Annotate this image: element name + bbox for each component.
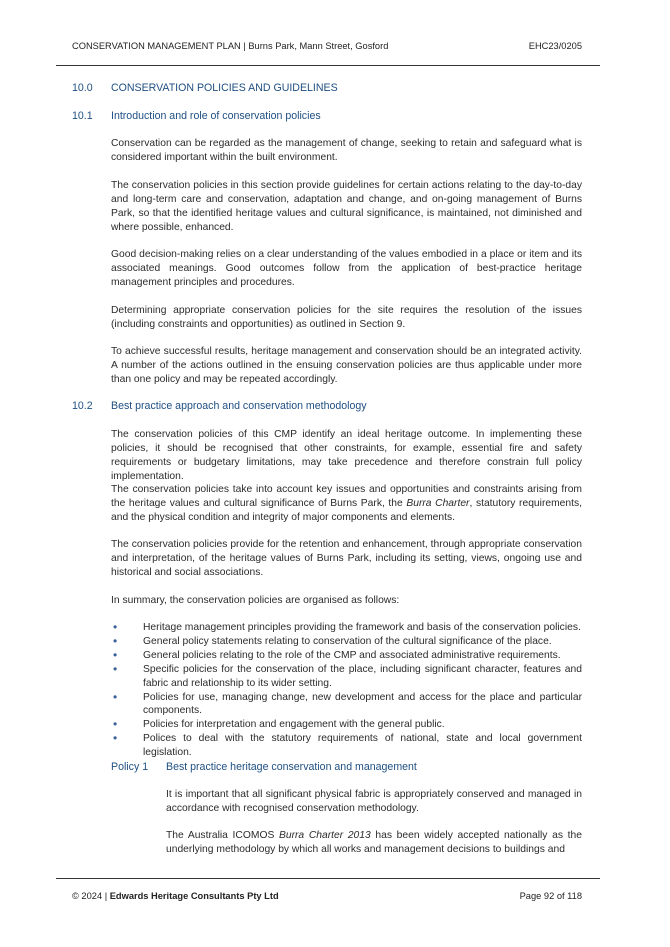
subsection-heading-10-2	[72, 400, 572, 414]
list-item: • Heritage management principles providing the framework and basis of the conservation policies.	[113, 620, 581, 634]
paragraph: The conservation policies take into account key issues and opportunities and constraints arising from the heritage values and cultural significance of Burns Park, the Burra Charter, statutory requirements, and the physical condition and integrity of major components and elements.	[111, 484, 582, 523]
paragraph: Good decision-making relies on a clear understanding of the values embodied in a place or item and its associated meanings. Good outcomes follow from the application of best-practice heritage management principles and procedures.	[111, 249, 582, 288]
bullet-icon: •	[113, 647, 118, 662]
header-document-title: CONSERVATION MANAGEMENT PLAN | Burns Park, Mann Street, Gosford	[72, 41, 389, 51]
section-title: CONSERVATION POLICIES AND GUIDELINES	[111, 82, 338, 94]
bullet-icon: •	[113, 620, 118, 634]
bullet-icon: •	[113, 717, 118, 732]
bullet-icon: •	[113, 731, 118, 746]
paragraph: Determining appropriate conservation policies for the site requires the resolution of the issues (including constraints and opportunities) as outlined in Section 9.	[111, 305, 582, 330]
list-item: • Specific policies for the conservation of the place, including significant character, features and fabric and relationship to its wider setting.	[113, 661, 582, 689]
list-item: • Policies for interpretation and engagement with the general public.	[113, 717, 445, 732]
section-heading	[72, 82, 572, 96]
subsection-number: 10.1	[72, 110, 93, 122]
paragraph: Conservation can be regarded as the management of change, seeking to retain and safeguard what is considered important within the built environment.	[111, 138, 582, 163]
section-number: 10.0	[72, 82, 93, 94]
subsection-title: Best practice approach and conservation methodology	[111, 400, 367, 412]
bullet-icon: •	[113, 689, 118, 704]
policy-summary-list	[111, 621, 582, 760]
policy-label: Policy 1	[111, 761, 149, 773]
policy-title: Best practice heritage conservation and management	[166, 761, 417, 773]
list-item: • General policies relating to the role of the CMP and associated administrative requirements.	[113, 647, 561, 662]
subsection-title: Introduction and role of conservation policies	[111, 110, 321, 122]
list-item: • General policy statements relating to conservation of the cultural significance of the place.	[113, 633, 552, 648]
list-item: • Policies for use, managing change, new development and access for the place and particular components.	[113, 689, 582, 717]
footer-company: Edwards Heritage Consultants Pty Ltd	[109, 891, 279, 901]
paragraph: To achieve successful results, heritage management and conservation should be an integrated activity. A number of the actions outlined in the ensuing conservation policies are thus applicable under more than one policy and may be repeated accordingly.	[111, 346, 582, 385]
policy-heading	[111, 761, 591, 775]
paragraph: In summary, the conservation policies are organised as follows:	[111, 595, 400, 606]
subsection-number: 10.2	[72, 400, 93, 412]
footer-divider	[56, 878, 600, 879]
paragraph: The conservation policies provide for the retention and enhancement, through appropriate conservation and interpretation, of the heritage values of Burns Park, including its setting, views, ongoing use and historical and social associations.	[111, 539, 582, 578]
burra-charter-italic: Burra Charter	[406, 497, 470, 509]
bullet-icon: •	[113, 633, 118, 648]
subsection-heading-10-1	[72, 110, 572, 124]
footer-copyright: © 2024 | Edwards Heritage Consultants Pty Ltd	[72, 891, 279, 901]
list-item: • Polices to deal with the statutory requirements of national, state and local government legislation.	[113, 731, 582, 759]
page-footer	[72, 890, 582, 904]
paragraph: The conservation policies of this CMP identify an ideal heritage outcome. In implementing these policies, it should be recognised that other constraints, for example, essential fire and safety requirements or budgetary limitations, may take precedence and therefore constrain full policy implementation.	[111, 429, 582, 482]
paragraph: The Australia ICOMOS Burra Charter 2013 has been widely accepted nationally as the underlying methodology by which all works and management decisions to buildings and	[166, 830, 582, 855]
bullet-icon: •	[113, 661, 118, 676]
header-divider	[56, 65, 600, 66]
paragraph: The conservation policies in this section provide guidelines for certain actions relating to the day-to-day and long-term care and conservation, adaptation and change, and on-going management of Burns Park, so that the identified heritage values and cultural significance, is maintained, not diminished and where possible, enhanced.	[111, 180, 582, 233]
page-header	[72, 40, 582, 54]
burra-charter-2013-italic: Burra Charter 2013	[278, 830, 371, 841]
header-reference: EHC23/0205	[528, 41, 582, 51]
page-number: Page 92 of 118	[519, 891, 582, 901]
paragraph: It is important that all significant physical fabric is appropriately conserved and managed in accordance with recognised conservation methodology.	[166, 789, 582, 814]
